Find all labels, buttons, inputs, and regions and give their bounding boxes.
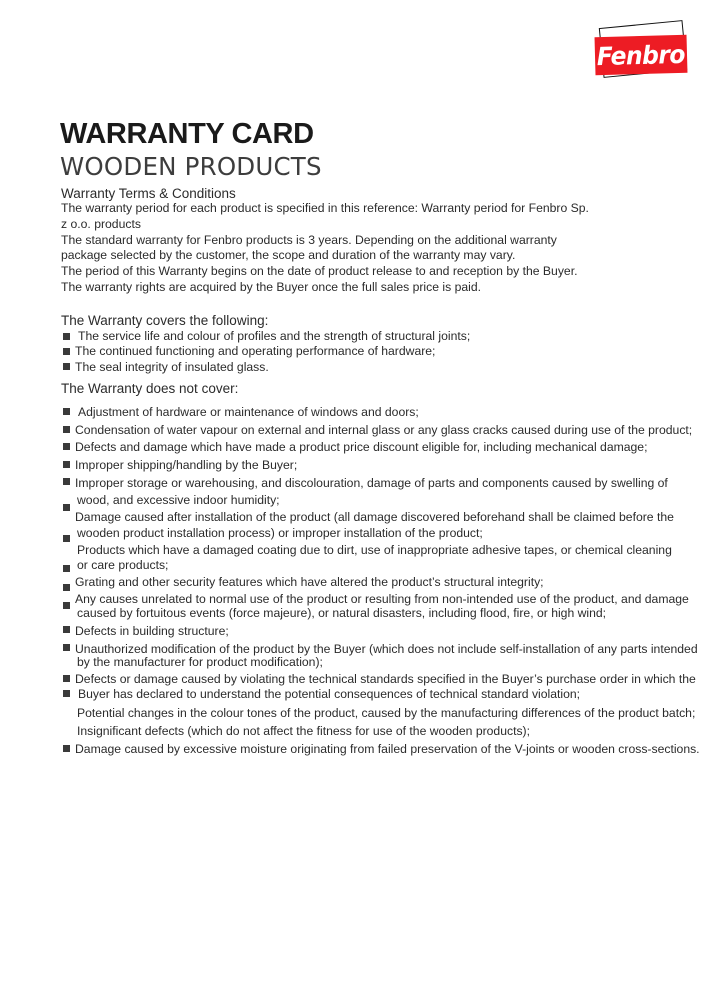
bullet-square-icon xyxy=(63,675,70,682)
not-covered-line: caused by fortuitous events (force majeure), or natural disasters, including flood, fire, or high wind; xyxy=(77,606,607,620)
not-covered-line: Damage caused after installation of the product (all damage discovered beforehand shall be claimed before the xyxy=(75,510,674,524)
covers-heading: The Warranty covers the following: xyxy=(61,313,269,328)
terms-line: The warranty period for each product is specified in this reference: Warranty period for Fenbro Sp. xyxy=(61,201,589,215)
bullet-square-icon xyxy=(63,584,70,591)
not-covered-line: or care products; xyxy=(77,558,169,572)
logo-red-plate xyxy=(595,35,688,75)
logo-wordmark: Fenbro xyxy=(596,39,686,71)
not-covered-line: Any causes unrelated to normal use of the product or resulting from non-intended use of the product, and damage xyxy=(75,592,689,606)
not-covered-line: Damage caused by excessive moisture originating from failed preservation of the V-joints or wooden cross-sections. xyxy=(75,742,700,756)
not-covered-line: Insignificant defects (which do not affect the fitness for use of the wooden products); xyxy=(77,724,531,738)
bullet-square-icon xyxy=(63,478,70,485)
page-title: WARRANTY CARD xyxy=(60,118,314,150)
bullet-square-icon xyxy=(63,602,70,609)
bullet-square-icon xyxy=(63,690,70,697)
not-covered-line: Products which have a damaged coating due to dirt, use of inappropriate adhesive tapes, or chemical cleaning xyxy=(77,543,672,557)
bullet-square-icon xyxy=(63,443,70,450)
not-covered-line: Improper storage or warehousing, and discolouration, damage of parts and components caused by swelling of xyxy=(75,476,668,490)
bullet-square-icon xyxy=(63,363,70,370)
not-covered-line: Buyer has declared to understand the potential consequences of technical standard violation; xyxy=(78,687,581,701)
not-covered-line: Adjustment of hardware or maintenance of windows and doors; xyxy=(78,405,419,419)
bullet-square-icon xyxy=(63,408,70,415)
bullet-square-icon xyxy=(63,626,70,633)
bullet-square-icon xyxy=(63,504,70,511)
not-covered-line: Grating and other security features which have altered the product’s structural integrity; xyxy=(75,575,544,589)
not-covered-heading: The Warranty does not cover: xyxy=(61,381,239,396)
not-covered-line: wood, and excessive indoor humidity; xyxy=(77,493,280,507)
not-covered-line: by the manufacturer for product modification); xyxy=(77,655,323,669)
terms-line: The standard warranty for Fenbro products is 3 years. Depending on the additional warranty xyxy=(61,233,557,247)
not-covered-line: Unauthorized modification of the product by the Buyer (which does not include self-installation of any parts intended xyxy=(75,642,698,656)
terms-heading: Warranty Terms & Conditions xyxy=(61,186,236,201)
covers-item: The seal integrity of insulated glass. xyxy=(75,360,269,374)
not-covered-line: Defects and damage which have made a product price discount eligible for, including mechanical damage; xyxy=(75,440,648,454)
not-covered-line: Defects or damage caused by violating the technical standards specified in the Buyer’s purchase order in which the xyxy=(75,672,696,686)
terms-line: The warranty rights are acquired by the Buyer once the full sales price is paid. xyxy=(61,280,482,294)
bullet-square-icon xyxy=(63,535,70,542)
terms-line: The period of this Warranty begins on the date of product release to and reception by the Buyer. xyxy=(61,264,578,278)
covers-item: The continued functioning and operating performance of hardware; xyxy=(75,344,436,358)
bullet-square-icon xyxy=(63,333,70,340)
terms-line: package selected by the customer, the scope and duration of the warranty may vary. xyxy=(61,248,516,262)
bullet-square-icon xyxy=(63,565,70,572)
not-covered-line: Potential changes in the colour tones of the product, caused by the manufacturing differences of the product batch; xyxy=(77,706,696,720)
bullet-square-icon xyxy=(63,745,70,752)
terms-line: z o.o. products xyxy=(61,217,141,231)
not-covered-line: Defects in building structure; xyxy=(75,624,229,638)
bullet-square-icon xyxy=(63,426,70,433)
not-covered-line: Improper shipping/handling by the Buyer; xyxy=(75,458,298,472)
bullet-square-icon xyxy=(63,644,70,651)
covers-item: The service life and colour of profiles and the strength of structural joints; xyxy=(78,329,471,343)
not-covered-line: wooden product installation process) or improper installation of the product; xyxy=(77,526,483,540)
page-subtitle: WOODEN PRODUCTS xyxy=(60,152,322,181)
not-covered-line: Condensation of water vapour on external and internal glass or any glass cracks caused during use of the product; xyxy=(75,423,693,437)
bullet-square-icon xyxy=(63,461,70,468)
bullet-square-icon xyxy=(63,348,70,355)
fenbro-logo xyxy=(592,22,696,86)
